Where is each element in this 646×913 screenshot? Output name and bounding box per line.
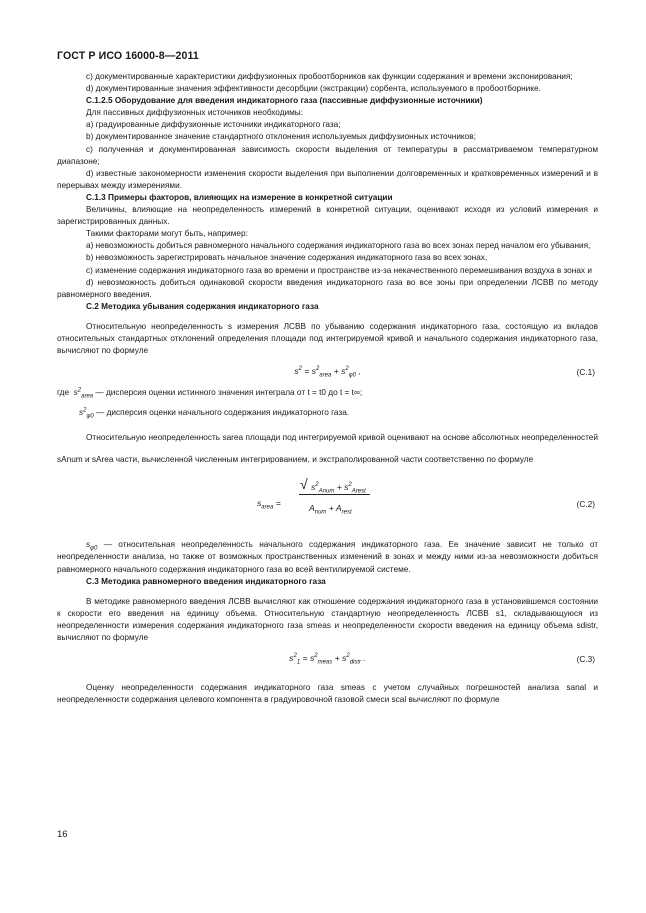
where-word: где [57, 388, 70, 398]
equation-c2-number: (C.2) [576, 500, 595, 510]
para-meas-estimate: Оценку неопределенности содержания индикаторного газа smeas с учетом случайных погрешностей анализа sanal и неопределенности содержания целевого компонента в градуировочной газовой смеси scal вычисляют по формуле [57, 683, 598, 705]
equation-c3-number: (C.3) [576, 655, 595, 665]
where-area-text: — дисперсия оценки истинного значения интеграла от t = t0 до t = t∞; [95, 388, 363, 398]
para-c-temperature: c) полученная и документированная зависимость скорости выделения от температуры в рассматриваемом температурном диапазоне; [57, 144, 598, 166]
equation-c1-formula: $s^2 = s^2_{area} + s^2_{\varphi 0}$ , [294, 366, 361, 379]
para-factor-c: c) изменение содержания индикаторного газа во времени и пространстве из-за некачественного перемешивания воздуха в зонах и [86, 265, 592, 275]
para-where-area [57, 387, 598, 399]
heading-c125: C.1.2.5 Оборудование для введения индикаторного газа (пассивные диффузионные источники) [86, 96, 483, 106]
equation-c1-number: (C.1) [576, 368, 595, 378]
equation-c3-formula: $s^2_1 = s^2_{meas} + s^2_{distr}$ . [289, 653, 366, 666]
para-uniform-method: В методике равномерного введения ЛСВВ вычисляют как отношение содержания индикаторного газа в установившемся состоянии к скорости его введения на единицу объема. Относительную стандартную неопределенность ЛСВВ s1, складывающуюся из неопределенности измерения содержания индикаторного газа smeas и неопределенности скорости введения на единицу объема sdistr, вычисляют по формуле [57, 596, 598, 642]
para-b-deviation: b) документированное значение стандартного отклонения используемых диффузионных источников; [86, 132, 476, 142]
symbol-s2-area: $s^2_{area}$ [73, 387, 94, 400]
para-a-sources: a) градуированные диффузионные источники индикаторного газа; [86, 120, 341, 130]
para-factor-a: a) невозможность добиться равномерного начального содержания индикаторного газа во всех зонах перед началом его убывания, [86, 241, 591, 251]
heading-c13: C.1.3 Примеры факторов, влияющих на измерение в конкретной ситуации [86, 192, 393, 202]
document-header: ГОСТ Р ИСО 16000-8—2011 [57, 50, 199, 62]
para-passive-intro: Для пассивных диффузионных источников необходимы: [86, 108, 304, 118]
para-factors: Такими факторами могут быть, например: [86, 229, 248, 239]
phi-uncertainty-text: — относительная неопределенность начального содержания индикаторного газа. Ее значение зависит не только от неопределенности анализа, но также от возможных пространственных изменений в зонах и между ними из-за невозможности добиться равномерного начального содержания индикаторного газа во всей вентилируемой системе. [57, 540, 599, 574]
para-influence: Величины, влияющие на неопределенность измерений в конкретной ситуации, оценивают исходя из условий измерения и зарегистрированных данных. [57, 205, 598, 227]
equation-c2: $s_{area}$ = √ $s^2_{Anum} + s^2_{Arest}$ $A_{num} + A_{rest}$ (C.2) [257, 476, 595, 517]
para-d-laws: d) известные закономерности изменения скорости выделения при выполнении долговременных и кратковременных измерений и в перерывах между измерениями. [57, 168, 598, 190]
equation-c1 [57, 357, 598, 387]
page-number: 16 [57, 829, 68, 840]
heading-c3: C.3 Методика равномерного введения индикаторного газа [86, 576, 326, 586]
para-relative-uncertainty: Относительную неопределенность s измерения ЛСВВ по убыванию содержания индикаторного газа, состоящую из вкладов относительных стандартных отклонений определения площади под интегрируемой кривой и начального содержания индикаторного газа, вычисляют по формуле [57, 321, 598, 356]
para-d-desorption: d) документированные значения эффективности десорбции (экстракции) сорбента, используемого в пробоотборнике. [86, 84, 541, 94]
para-factor-d: d) невозможность добиться одинаковой скорости введения индикаторного газа во все зоны при определении ЛСВВ по методу равномерного введения. [57, 277, 598, 299]
equation-c3 [57, 644, 598, 674]
para-where-phi [57, 407, 598, 419]
heading-c2: C.2 Методика убывания содержания индикаторного газа [86, 301, 319, 311]
page-body [57, 71, 598, 706]
para-factor-b: b) невозможность зарегистрировать начальное значение содержания индикаторного газа во всех зонах, [86, 253, 488, 263]
where-phi-text: — дисперсия оценки начального содержания индикаторного газа. [96, 408, 350, 418]
para-c-characteristics: c) документированные характеристики диффузионных пробоотборников как функции содержания и времени экспонирования; [86, 72, 573, 81]
symbol-s-phi: $s_{\varphi 0}$ [86, 540, 98, 552]
para-phi-uncertainty [57, 539, 598, 575]
symbol-s2-phi: $s^2_{\varphi 0}$ [79, 407, 94, 420]
para-area-uncertainty: Относительную неопределенность sarea площади под интегрируемой кривой оценивают на основе абсолютных неопределенностей sAnum и sArea части, вычисленной численным интегрированием, и экстраполированной части соответственно по формуле [57, 433, 598, 465]
